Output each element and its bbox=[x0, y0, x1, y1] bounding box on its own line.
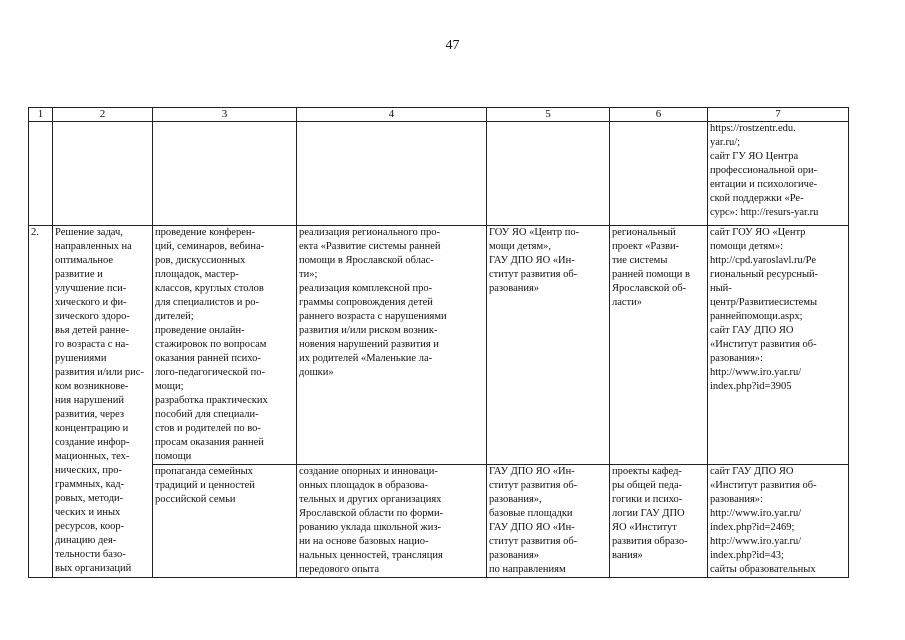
column-number-header-row bbox=[29, 108, 849, 122]
organizations-cell: ГОУ ЯО «Центр по- мощи детям», ГАУ ДПО ЯО «Ин- ститут развития об- разования» bbox=[487, 226, 610, 465]
col-header-4: 4 bbox=[297, 108, 487, 122]
projects-cell: региональный проект «Разви- тие системы ранней помощи в Ярославской об- ласти» bbox=[610, 226, 708, 465]
table-cell bbox=[487, 122, 610, 226]
page-number: 47 bbox=[445, 38, 460, 53]
implementation-cell: создание опорных и инноваци- онных площадок в образова- тельных и других организациях Ярославской области по форми- рованию уклада школьной жиз- ни на основе базовых нацио- нальных ценностей, трансляция передового опыта bbox=[297, 465, 487, 578]
activities-cell: пропаганда семейных традиций и ценностей российской семьи bbox=[153, 465, 297, 578]
projects-cell: проекты кафед- ры общей педа- гогики и психо- логии ГАУ ДПО ЯО «Институт развития образо- вания» bbox=[610, 465, 708, 578]
plan-table bbox=[28, 107, 849, 578]
implementation-cell: реализация регионального про- екта «Развитие системы ранней помощи в Ярославской облас- ти»; реализация комплексной про- граммы сопровождения детей раннего возраста с нарушениями развития и/или риском возник- новения нарушений развития и их родителей «Маленькие ла- дошки» bbox=[297, 226, 487, 465]
col-header-2: 2 bbox=[53, 108, 153, 122]
table-row bbox=[29, 226, 849, 465]
organizations-cell: ГАУ ДПО ЯО «Ин- ститут развития об- разования», базовые площадки ГАУ ДПО ЯО «Ин- ститут развития об- разования» по направлениям bbox=[487, 465, 610, 578]
table-cell bbox=[153, 122, 297, 226]
table-cell bbox=[297, 122, 487, 226]
table-cell bbox=[53, 122, 153, 226]
websites-cell: сайт ГАУ ДПО ЯО «Институт развития об- разования»: http://www.iro.yar.ru/ index.php?id=2469; http://www.iro.yar.ru/ index.php?id=43; сайты образовательных bbox=[708, 465, 849, 578]
websites-cell: https://rostzentr.edu. yar.ru/; сайт ГУ ЯО Центра профессиональной ори- ентации и психологиче- ской поддержки «Ре- сурс»: http://resurs-yar.ru bbox=[708, 122, 849, 226]
col-header-7: 7 bbox=[708, 108, 849, 122]
activities-cell: проведение конферен- ций, семинаров, вебина- ров, дискуссионных площадок, мастер- классов, круглых столов для специалистов и ро- дителей; проведение онлайн- стажировок по вопросам оказания ранней психо- лого-педагогической по- мощи; разработка практических пособий для специали- стов и родителей по во- просам оказания ранней помощи bbox=[153, 226, 297, 465]
col-header-6: 6 bbox=[610, 108, 708, 122]
table-cell bbox=[29, 122, 53, 226]
table-cell bbox=[610, 122, 708, 226]
task-description-cell: Решение задач, направленных на оптимальное развитие и улучшение пси- хического и фи- зического здоро- вья детей ранне- го возраста с на- рушениями развития и/или рис- ком возникнове- ния нарушений развития, через концентрацию и создание инфор- мационных, тех- нических, про- граммных, кад- ровых, методи- ческих и иных ресурсов, коор- динацию дея- тельности базо- вых организаций bbox=[53, 226, 153, 578]
col-header-5: 5 bbox=[487, 108, 610, 122]
col-header-3: 3 bbox=[153, 108, 297, 122]
table-row bbox=[29, 122, 849, 226]
col-header-1: 1 bbox=[29, 108, 53, 122]
row-number-cell: 2. bbox=[29, 226, 53, 578]
websites-cell: сайт ГОУ ЯО «Центр помощи детям»: http://cpd.yaroslavl.ru/Ре гиональный ресурсный- ный- центр/Развитиесистемы раннейпомощи.aspx; сайт ГАУ ДПО ЯО «Институт развития об- разования»: http://www.iro.yar.ru/ index.php?id=3905 bbox=[708, 226, 849, 465]
